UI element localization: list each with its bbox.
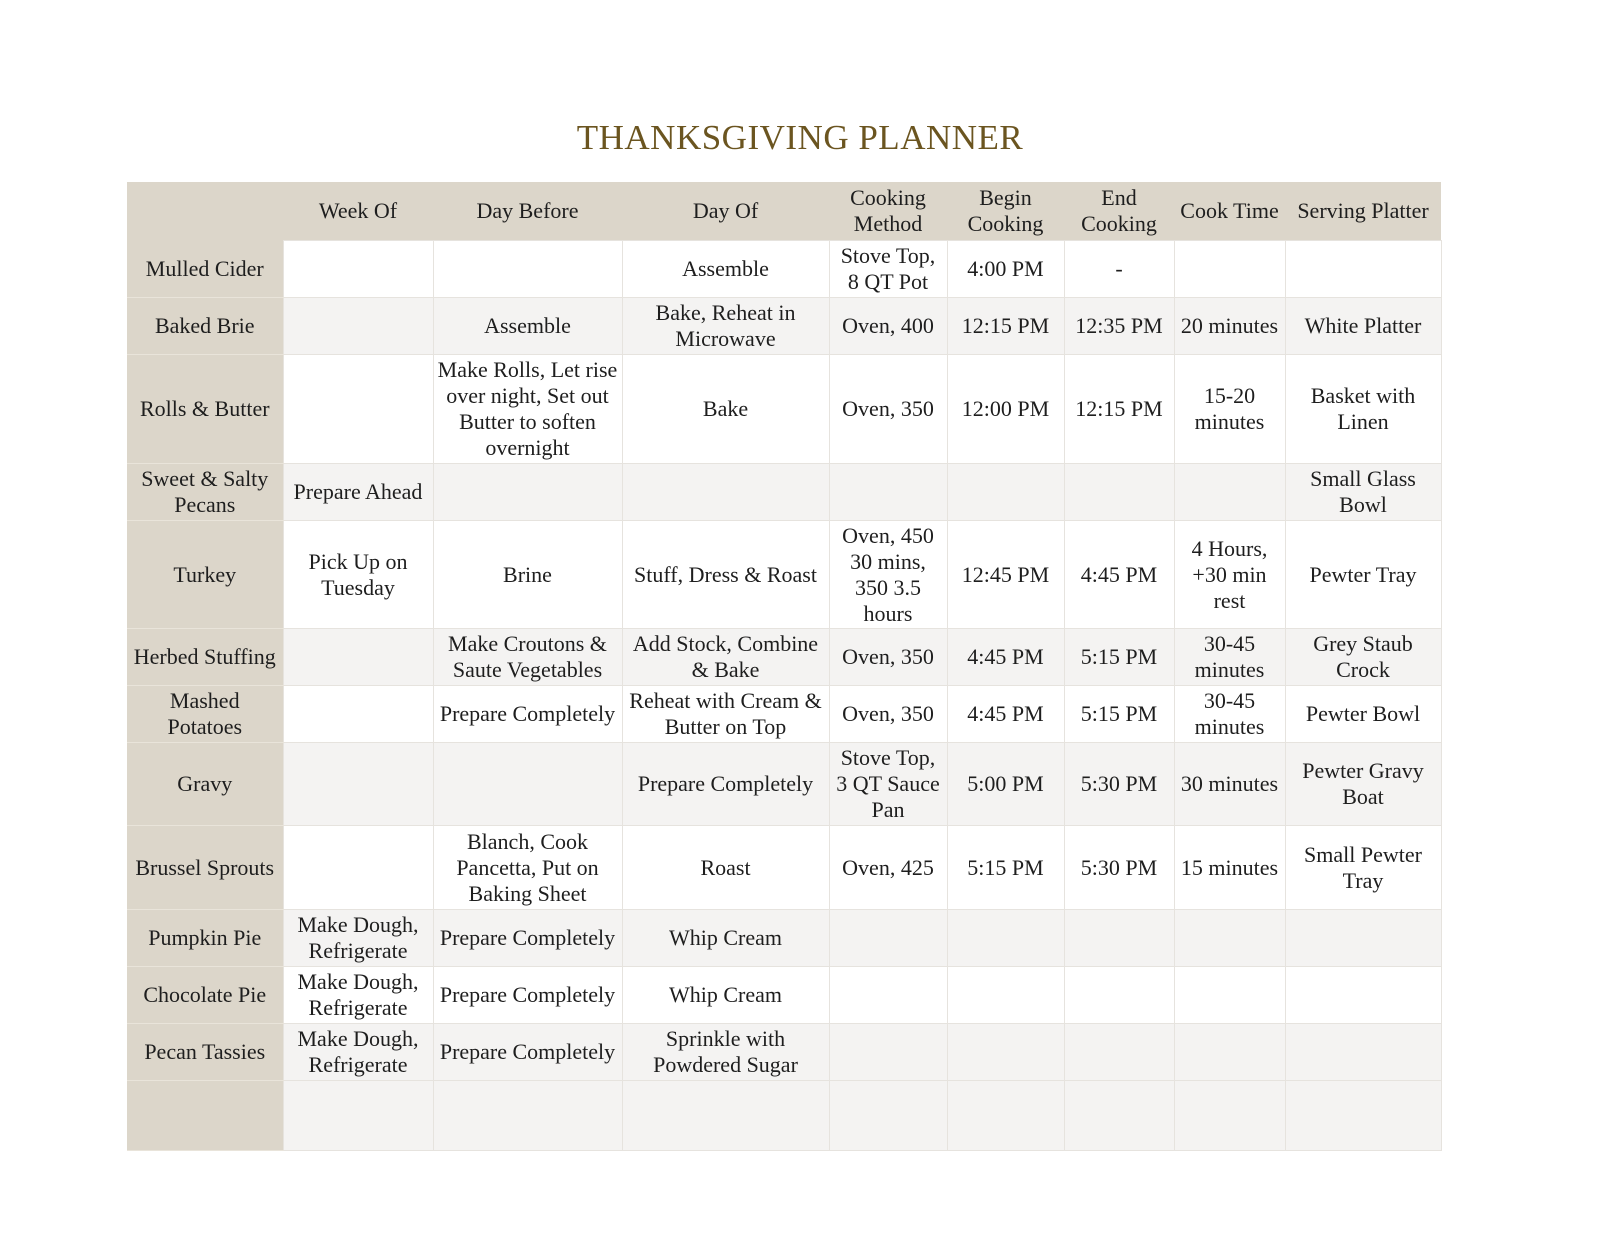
method-cell: [829, 1024, 947, 1081]
cook-time-cell: 30-45 minutes: [1174, 686, 1285, 743]
column-header: Day Of: [622, 182, 829, 241]
method-cell: Oven, 425: [829, 826, 947, 910]
cook-time-cell: [1174, 967, 1285, 1024]
platter-cell: Basket with Linen: [1285, 355, 1441, 464]
cook-time-cell: 20 minutes: [1174, 298, 1285, 355]
end-cell: 5:15 PM: [1064, 686, 1174, 743]
table-row: [127, 521, 1441, 629]
day-of-cell: Whip Cream: [622, 910, 829, 967]
dish-name: Pumpkin Pie: [127, 910, 283, 967]
end-cell: -: [1064, 241, 1174, 298]
end-cell: [1064, 1081, 1174, 1151]
platter-cell: [1285, 967, 1441, 1024]
begin-cell: 5:15 PM: [947, 826, 1064, 910]
day-before-cell: Assemble: [433, 298, 622, 355]
column-header: Day Before: [433, 182, 622, 241]
table-row: [127, 826, 1441, 910]
cook-time-cell: 30-45 minutes: [1174, 629, 1285, 686]
page-title: THANKSGIVING PLANNER: [576, 118, 1024, 157]
day-before-cell: [433, 241, 622, 298]
method-cell: Stove Top, 8 QT Pot: [829, 241, 947, 298]
dish-name: Pecan Tassies: [127, 1024, 283, 1081]
day-of-cell: Prepare Completely: [622, 743, 829, 826]
day-of-cell: Add Stock, Combine & Bake: [622, 629, 829, 686]
cook-time-cell: 15 minutes: [1174, 826, 1285, 910]
platter-cell: Pewter Bowl: [1285, 686, 1441, 743]
week-of-cell: [283, 298, 433, 355]
day-before-cell: Brine: [433, 521, 622, 629]
end-cell: 5:30 PM: [1064, 743, 1174, 826]
column-header: Cook Time: [1174, 182, 1285, 241]
week-of-cell: Make Dough, Refrigerate: [283, 967, 433, 1024]
dish-name: Chocolate Pie: [127, 967, 283, 1024]
day-of-cell: Reheat with Cream & Butter on Top: [622, 686, 829, 743]
table-row: [127, 686, 1441, 743]
dish-name: Herbed Stuffing: [127, 629, 283, 686]
begin-cell: [947, 1024, 1064, 1081]
day-of-cell: Roast: [622, 826, 829, 910]
column-header: Serving Platter: [1285, 182, 1441, 241]
day-of-cell: Bake, Reheat in Microwave: [622, 298, 829, 355]
dish-name: Baked Brie: [127, 298, 283, 355]
cook-time-cell: [1174, 241, 1285, 298]
begin-cell: [947, 910, 1064, 967]
week-of-cell: [283, 629, 433, 686]
week-of-cell: Make Dough, Refrigerate: [283, 1024, 433, 1081]
platter-cell: [1285, 1081, 1441, 1151]
end-cell: 12:35 PM: [1064, 298, 1174, 355]
day-before-cell: Prepare Completely: [433, 1024, 622, 1081]
platter-cell: [1285, 241, 1441, 298]
end-cell: [1064, 910, 1174, 967]
dish-name: Rolls & Butter: [127, 355, 283, 464]
dish-name: Brussel Sprouts: [127, 826, 283, 910]
table-row: [127, 967, 1441, 1024]
method-cell: [829, 910, 947, 967]
begin-cell: 12:45 PM: [947, 521, 1064, 629]
day-before-cell: Make Rolls, Let rise over night, Set out Butter to soften overnight: [433, 355, 622, 464]
week-of-cell: Pick Up on Tuesday: [283, 521, 433, 629]
platter-cell: White Platter: [1285, 298, 1441, 355]
method-cell: Oven, 350: [829, 629, 947, 686]
method-cell: [829, 967, 947, 1024]
begin-cell: 12:15 PM: [947, 298, 1064, 355]
column-header: Cooking Method: [829, 182, 947, 241]
week-of-cell: [283, 686, 433, 743]
day-before-cell: [433, 743, 622, 826]
table-row: [127, 241, 1441, 298]
end-cell: 12:15 PM: [1064, 355, 1174, 464]
table-row: [127, 1081, 1441, 1151]
day-before-cell: Prepare Completely: [433, 967, 622, 1024]
end-cell: [1064, 967, 1174, 1024]
column-header: Begin Cooking: [947, 182, 1064, 241]
dish-name: Sweet & Salty Pecans: [127, 464, 283, 521]
begin-cell: [947, 464, 1064, 521]
method-cell: Oven, 350: [829, 686, 947, 743]
method-cell: Oven, 450 30 mins, 350 3.5 hours: [829, 521, 947, 629]
week-of-cell: Prepare Ahead: [283, 464, 433, 521]
method-cell: Oven, 400: [829, 298, 947, 355]
dish-name: [127, 1081, 283, 1151]
begin-cell: 4:00 PM: [947, 241, 1064, 298]
end-cell: 5:15 PM: [1064, 629, 1174, 686]
begin-cell: 4:45 PM: [947, 629, 1064, 686]
end-cell: [1064, 1024, 1174, 1081]
dish-name: Mashed Potatoes: [127, 686, 283, 743]
day-of-cell: [622, 464, 829, 521]
column-header: End Cooking: [1064, 182, 1174, 241]
day-before-cell: Make Croutons & Saute Vegetables: [433, 629, 622, 686]
week-of-cell: [283, 743, 433, 826]
table-row: [127, 743, 1441, 826]
end-cell: [1064, 464, 1174, 521]
cook-time-cell: 4 Hours, +30 min rest: [1174, 521, 1285, 629]
day-of-cell: Whip Cream: [622, 967, 829, 1024]
dish-name: Gravy: [127, 743, 283, 826]
cook-time-cell: [1174, 1081, 1285, 1151]
week-of-cell: [283, 355, 433, 464]
table-row: [127, 298, 1441, 355]
cook-time-cell: 15-20 minutes: [1174, 355, 1285, 464]
day-of-cell: Sprinkle with Powdered Sugar: [622, 1024, 829, 1081]
cook-time-cell: [1174, 1024, 1285, 1081]
day-of-cell: Bake: [622, 355, 829, 464]
method-cell: [829, 1081, 947, 1151]
table-row: [127, 464, 1441, 521]
week-of-cell: [283, 1081, 433, 1151]
end-cell: 4:45 PM: [1064, 521, 1174, 629]
method-cell: Oven, 350: [829, 355, 947, 464]
day-before-cell: [433, 464, 622, 521]
cook-time-cell: [1174, 464, 1285, 521]
planner-table: [127, 182, 1442, 1151]
table-row: [127, 629, 1441, 686]
platter-cell: Grey Staub Crock: [1285, 629, 1441, 686]
week-of-cell: [283, 241, 433, 298]
day-of-cell: [622, 1081, 829, 1151]
begin-cell: [947, 1081, 1064, 1151]
day-of-cell: Assemble: [622, 241, 829, 298]
begin-cell: 12:00 PM: [947, 355, 1064, 464]
platter-cell: Pewter Gravy Boat: [1285, 743, 1441, 826]
platter-cell: [1285, 1024, 1441, 1081]
header-corner: [127, 182, 283, 241]
cook-time-cell: 30 minutes: [1174, 743, 1285, 826]
platter-cell: Small Glass Bowl: [1285, 464, 1441, 521]
day-of-cell: Stuff, Dress & Roast: [622, 521, 829, 629]
platter-cell: Small Pewter Tray: [1285, 826, 1441, 910]
header-row: [127, 182, 1441, 241]
day-before-cell: Prepare Completely: [433, 686, 622, 743]
dish-name: Turkey: [127, 521, 283, 629]
begin-cell: 5:00 PM: [947, 743, 1064, 826]
platter-cell: Pewter Tray: [1285, 521, 1441, 629]
table-row: [127, 355, 1441, 464]
platter-cell: [1285, 910, 1441, 967]
week-of-cell: Make Dough, Refrigerate: [283, 910, 433, 967]
dish-name: Mulled Cider: [127, 241, 283, 298]
end-cell: 5:30 PM: [1064, 826, 1174, 910]
table-row: [127, 910, 1441, 967]
column-header: Week Of: [283, 182, 433, 241]
day-before-cell: [433, 1081, 622, 1151]
method-cell: Stove Top, 3 QT Sauce Pan: [829, 743, 947, 826]
day-before-cell: Prepare Completely: [433, 910, 622, 967]
cook-time-cell: [1174, 910, 1285, 967]
week-of-cell: [283, 826, 433, 910]
begin-cell: 4:45 PM: [947, 686, 1064, 743]
day-before-cell: Blanch, Cook Pancetta, Put on Baking Sheet: [433, 826, 622, 910]
table-row: [127, 1024, 1441, 1081]
method-cell: [829, 464, 947, 521]
begin-cell: [947, 967, 1064, 1024]
